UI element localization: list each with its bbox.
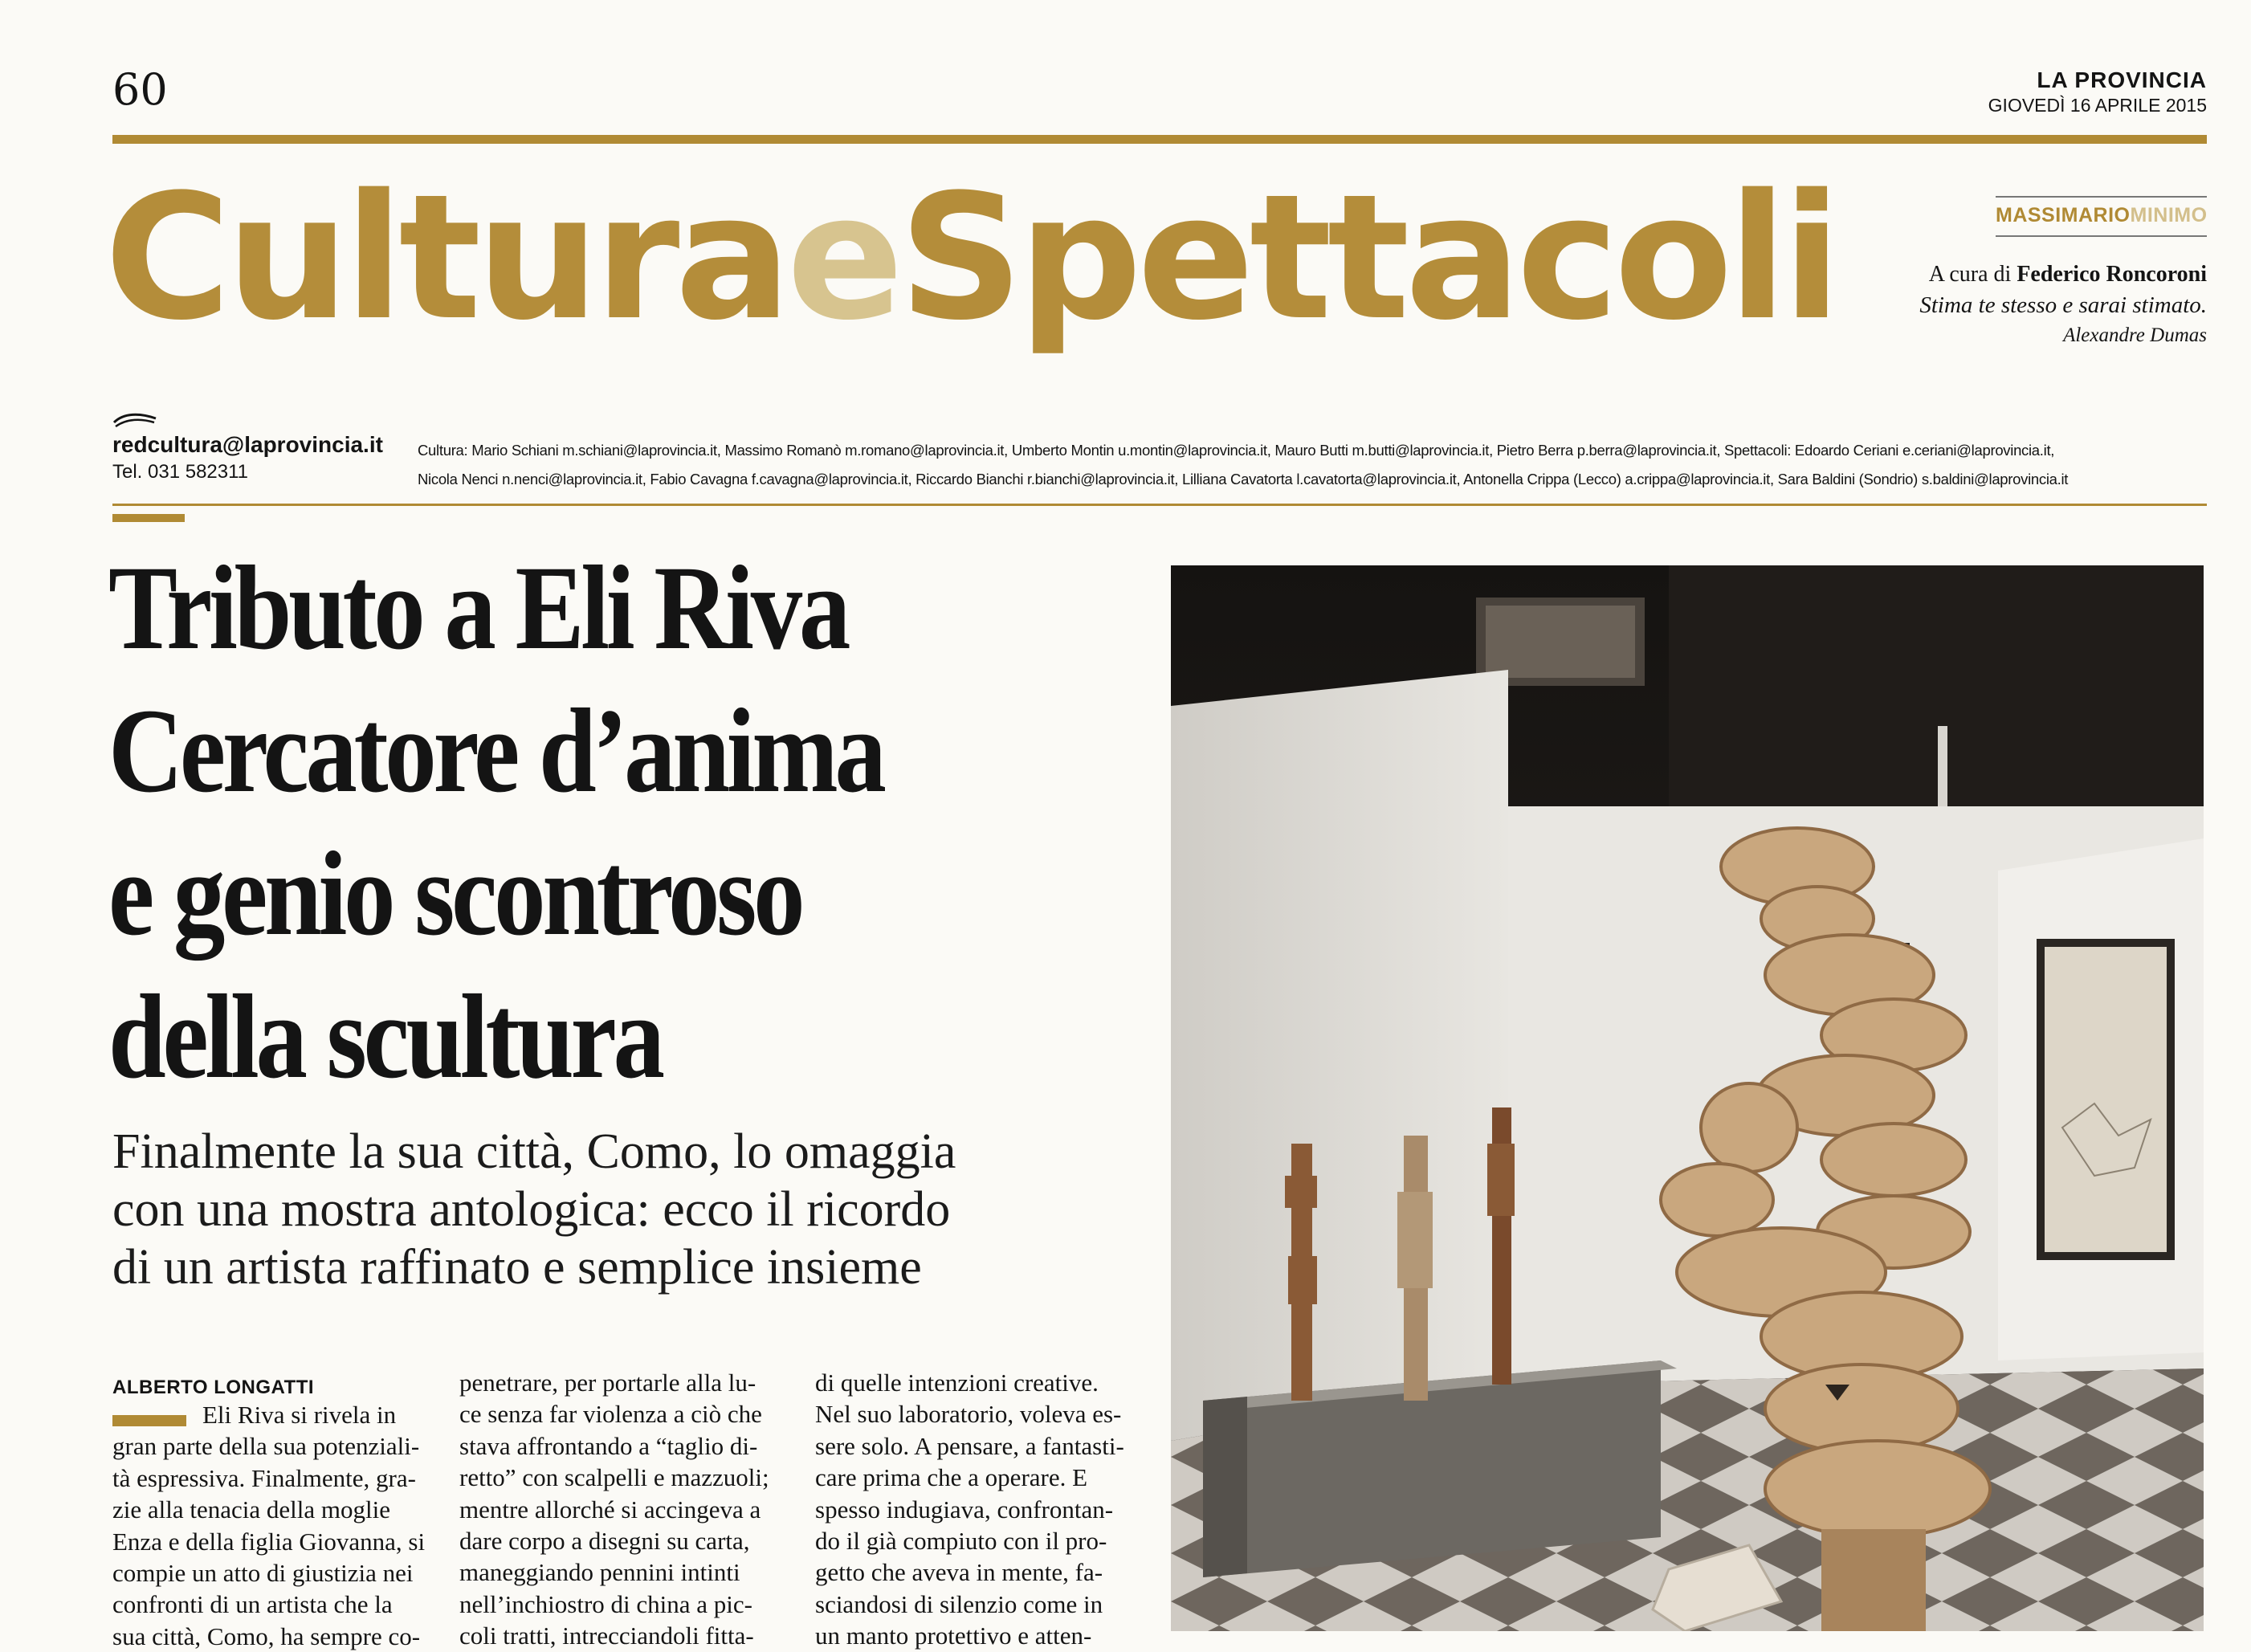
- section-title-part1: Cultura: [104, 157, 787, 358]
- column-line: compie un atto di giustizia nei: [112, 1558, 414, 1587]
- standfirst-line: di un artista raffinato e semplice insieme: [112, 1240, 922, 1295]
- quote-curator-prefix: A cura di: [1928, 262, 2012, 287]
- headline-line: della scultura: [108, 970, 662, 1103]
- quote-kicker-part2: MINIMO: [2130, 204, 2208, 226]
- column-line: nell’inchiostro di china a pic-: [459, 1589, 752, 1618]
- column-line: mentre allorché si accingeva a: [459, 1495, 761, 1524]
- contact-email[interactable]: redcultura@laprovincia.it: [112, 432, 383, 457]
- headline-line: Cercatore d’anima: [108, 684, 883, 818]
- section-title: [104, 157, 1837, 358]
- article-byline: ALBERTO LONGATTI: [112, 1377, 315, 1398]
- column-line: getto che aveva in mente, fa-: [815, 1558, 1103, 1587]
- section-title-part3: Spettacoli: [899, 157, 1837, 358]
- quote-curator: [1929, 262, 2207, 288]
- quote-author: Alexandre Dumas: [2063, 324, 2207, 346]
- column-line: dare corpo a disegni su carta,: [459, 1526, 750, 1555]
- column-line: zie alla tenacia della moglie: [112, 1495, 390, 1524]
- column-line: do il già compiuto con il pro-: [815, 1526, 1107, 1555]
- column-line: sua città, Como, ha sempre co-: [112, 1621, 421, 1650]
- masthead-name: LA PROVINCIA: [2037, 67, 2207, 92]
- column-line: un manto protettivo e atten-: [815, 1621, 1092, 1650]
- article-column-1: [112, 1399, 427, 1652]
- column-line: confronti di un artista che la: [112, 1590, 393, 1619]
- article-headline: [108, 536, 1006, 1108]
- email-swoosh-icon: [112, 411, 157, 429]
- contacts-gold-rule: [112, 504, 2207, 506]
- quote-box-rule-top: [1996, 196, 2207, 198]
- quote-box-rule-bottom: [1996, 235, 2207, 237]
- quote-curator-name: Federico Roncoroni: [2017, 262, 2207, 287]
- quote-text: Stima te stesso e sarai stimato.: [1919, 292, 2207, 318]
- article-column-3: [815, 1367, 1140, 1652]
- exhibition-photo: [1171, 565, 2204, 1631]
- staff-list-line-2: Nicola Nenci n.nenci@laprovincia.it, Fabio Cavagna f.cavagna@laprovincia.it, Riccardo Bianchi r.bianchi@laprovincia.it, Lilliana Cavatorta l.cavatorta@laprovincia.it, Antonella Crippa (Lecco) a.crippa@laprovincia.it, Sara Baldini (Sondrio) s.baldini@laprovincia.it: [418, 471, 2069, 487]
- column-line: maneggiando pennini intinti: [459, 1558, 740, 1587]
- contact-phone: Tel. 031 582311: [112, 461, 249, 483]
- column-line: di quelle intenzioni creative.: [815, 1369, 1099, 1397]
- column-line: sciandosi di silenzio come in: [815, 1589, 1103, 1618]
- article-standfirst: [112, 1123, 1156, 1296]
- column-line: gran parte della sua potenziali-: [112, 1432, 420, 1461]
- column-line: Enza e della figlia Giovanna, si: [112, 1527, 426, 1556]
- quote-box-kicker: [1996, 204, 2208, 227]
- section-title-part2: e: [786, 157, 899, 358]
- headline-line: e genio scontroso: [108, 827, 802, 961]
- column-line: tà espressiva. Finalmente, gra-: [112, 1463, 416, 1492]
- staff-list-line-1: Cultura: Mario Schiani m.schiani@laprovincia.it, Massimo Romanò m.romano@laprovincia.it, Umberto Montin u.montin@laprovincia.it, Mauro Butti m.butti@laprovincia.it, Pietro Berra p.berra@laprovincia.it, Spettacoli: Edoardo Ceriani e.ceriani@laprovincia.it,: [418, 442, 2055, 459]
- column-line: Nel suo laboratorio, voleva es-: [815, 1400, 1122, 1429]
- top-gold-rule: [112, 135, 2207, 144]
- page-number: 60: [112, 64, 168, 115]
- article-column-2: [459, 1367, 784, 1652]
- headline-line: Tributo a Eli Riva: [108, 541, 848, 675]
- column-line: Eli Riva si rivela in: [202, 1401, 397, 1429]
- standfirst-line: Finalmente la sua città, Como, lo omaggia: [112, 1124, 956, 1179]
- column-line: sere solo. A pensare, a fantasti-: [815, 1431, 1124, 1460]
- standfirst-line: con una mostra antologica: ecco il ricordo: [112, 1182, 951, 1237]
- column-line: stava affrontando a “taglio di-: [459, 1431, 758, 1460]
- article-kicker-rule: [112, 514, 185, 522]
- column-line: care prima che a operare. E: [815, 1463, 1088, 1492]
- column-line: retto” con scalpelli e mazzuoli;: [459, 1463, 769, 1492]
- column-line: ce senza far violenza a ciò che: [459, 1400, 762, 1429]
- column-line: coli tratti, intrecciandoli fitta-: [459, 1621, 754, 1650]
- column-line: penetrare, per portarle alla lu-: [459, 1369, 756, 1397]
- quote-kicker-part1: MASSIMARIO: [1996, 204, 2131, 226]
- column-line: spesso indugiava, confrontan-: [815, 1495, 1114, 1524]
- masthead-date: GIOVEDÌ 16 APRILE 2015: [1988, 95, 2207, 116]
